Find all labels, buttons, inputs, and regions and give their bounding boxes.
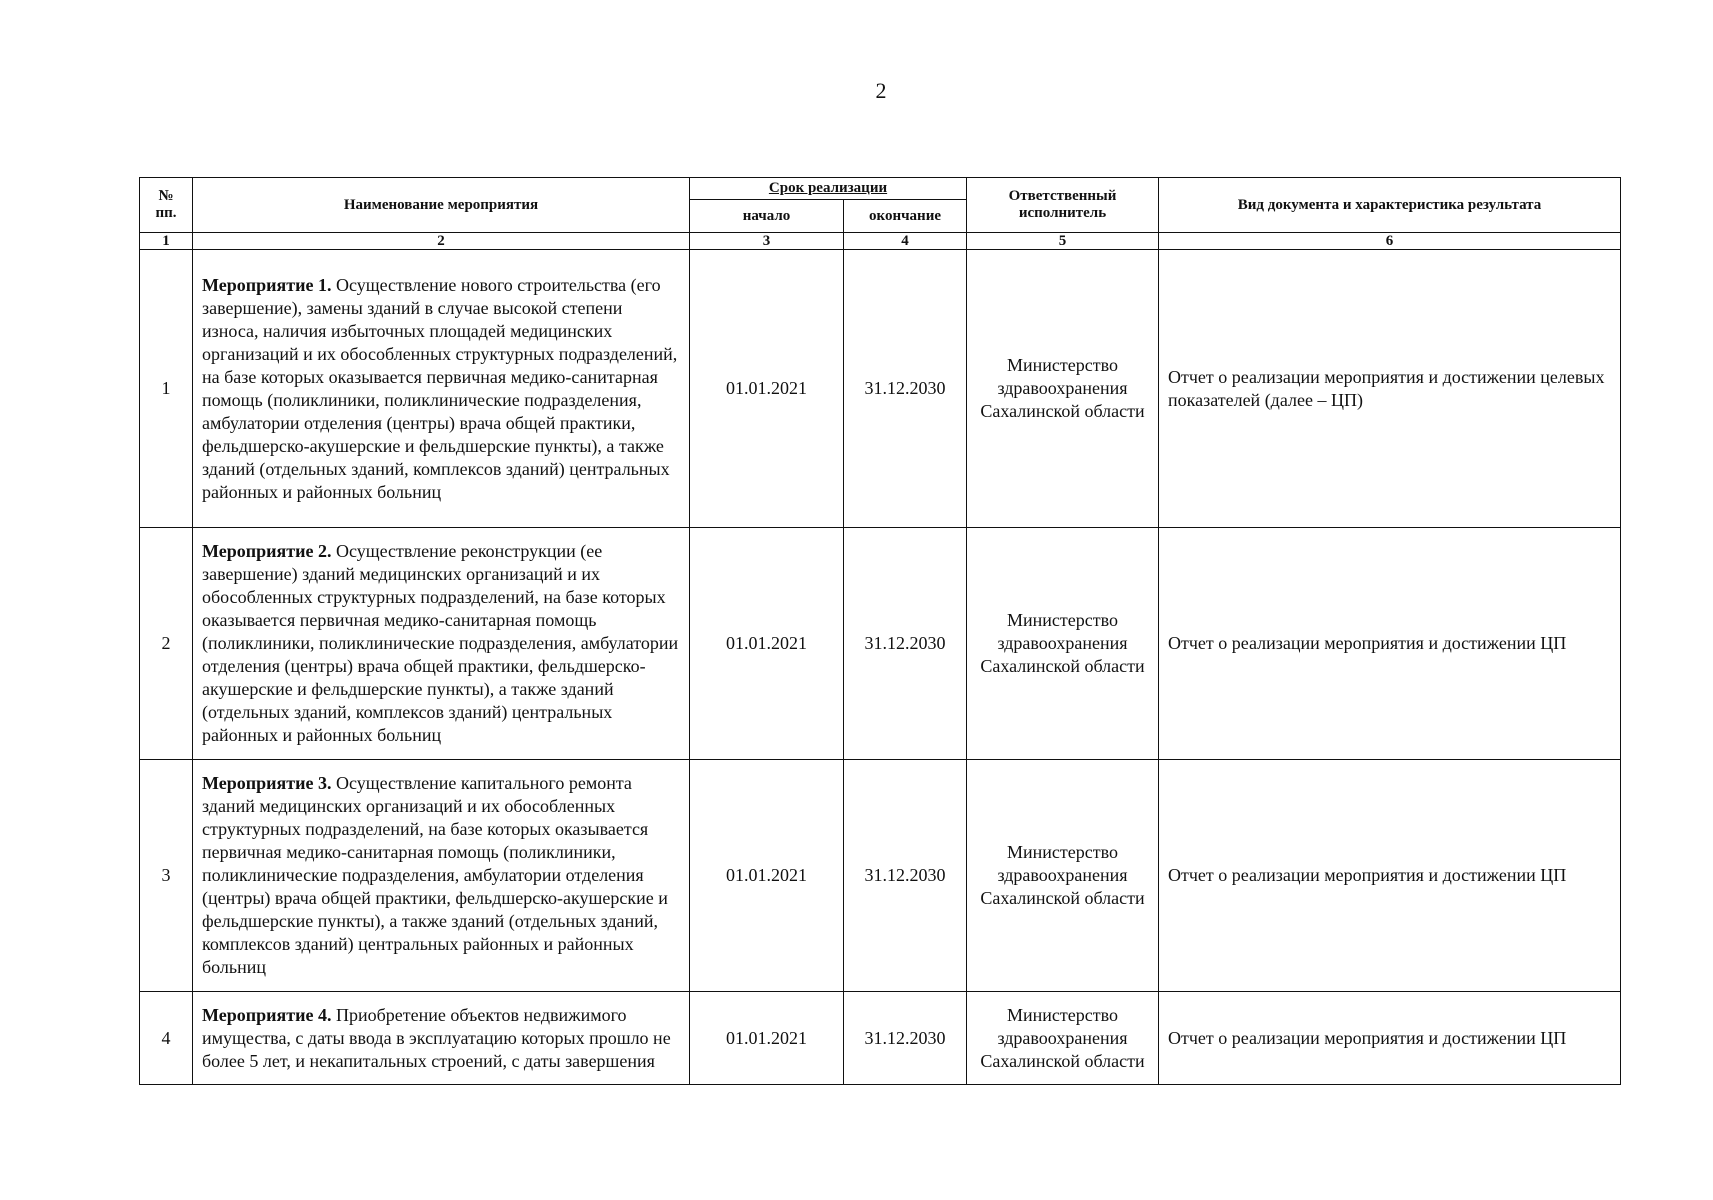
measure-text: Приобретение объектов недвижимого имущества, с даты ввода в эксплуатацию которых прошло не более 5 лет, и некапитальных строений, с даты завершения [202, 1004, 671, 1071]
measure-name [193, 760, 690, 992]
header-row [140, 178, 1621, 200]
column-number: 1 [140, 233, 193, 250]
start-date: 01.01.2021 [690, 992, 844, 1085]
measure-text: Осуществление капитального ремонта зданий медицинских организаций и их обособленных структурных подразделений, на базе которых оказывается первичная медико-санитарная помощь (поликлиники, поликлинические подразделения, амбулатории отделения (центры) врача общей практики, фельдшерско-акушерские и фельдшерские пункты), а также зданий (отдельных зданий, комплексов зданий) центральных районных и районных больниц [202, 773, 668, 977]
end-date: 31.12.2030 [844, 992, 967, 1085]
start-date: 01.01.2021 [690, 250, 844, 528]
header-period: Срок реализации [690, 178, 967, 200]
column-number: 4 [844, 233, 967, 250]
activities-table [139, 177, 1621, 1085]
row-number: 3 [140, 760, 193, 992]
column-number: 3 [690, 233, 844, 250]
table-row [140, 528, 1621, 760]
start-date: 01.01.2021 [690, 528, 844, 760]
header-start: начало [690, 200, 844, 233]
header-num: № пп. [140, 178, 193, 233]
start-date: 01.01.2021 [690, 760, 844, 992]
header-name: Наименование мероприятия [193, 178, 690, 233]
header-end: окончание [844, 200, 967, 233]
measure-label: Мероприятие 1. [202, 274, 332, 295]
result-document: Отчет о реализации мероприятия и достижении ЦП [1159, 760, 1621, 992]
result-document: Отчет о реализации мероприятия и достижении целевых показателей (далее – ЦП) [1159, 250, 1621, 528]
measure-name [193, 992, 690, 1085]
row-number: 2 [140, 528, 193, 760]
executor: Министерство здравоохранения Сахалинской области [967, 528, 1159, 760]
executor: Министерство здравоохранения Сахалинской области [967, 760, 1159, 992]
end-date: 31.12.2030 [844, 250, 967, 528]
column-number: 5 [967, 233, 1159, 250]
executor: Министерство здравоохранения Сахалинской области [967, 992, 1159, 1085]
measure-label: Мероприятие 2. [202, 541, 332, 561]
column-number: 2 [193, 233, 690, 250]
measure-name [193, 250, 690, 528]
table-row [140, 992, 1621, 1085]
end-date: 31.12.2030 [844, 528, 967, 760]
column-number-row [140, 233, 1621, 250]
row-number: 4 [140, 992, 193, 1085]
result-document: Отчет о реализации мероприятия и достижении ЦП [1159, 992, 1621, 1085]
measure-text: Осуществление нового строительства (его завершение), замены зданий в случае высокой степени износа, наличия избыточных площадей медицинских организаций и их обособленных структурных подразделений, на базе которых оказывается первичная медико-санитарная помощь (поликлиники, поликлинические подразделения, амбулатории отделения (центры) врача общей практики, фельдшерско-акушерские и фельдшерские пункты), а также зданий (отдельных зданий, комплексов зданий) центральных районных и районных больниц [202, 274, 678, 502]
header-doc: Вид документа и характеристика результата [1159, 178, 1621, 233]
executor: Министерство здравоохранения Сахалинской области [967, 250, 1159, 528]
row-number: 1 [140, 250, 193, 528]
end-date: 31.12.2030 [844, 760, 967, 992]
page-number: 2 [875, 78, 887, 103]
table-row [140, 760, 1621, 992]
measure-name [193, 528, 690, 760]
table-row [140, 250, 1621, 528]
column-number: 6 [1159, 233, 1621, 250]
measure-text: Осуществление реконструкции (ее завершение) зданий медицинских организаций и их обособленных структурных подразделений, на базе которых оказывается первичная медико-санитарная помощь (поликлиники, поликлинические подразделения, амбулатории отделения (центры) врача общей практики, фельдшерско-акушерские и фельдшерские пункты), а также зданий (отдельных зданий, комплексов зданий) центральных районных и районных больниц [202, 541, 679, 745]
measure-label: Мероприятие 4. [202, 1004, 332, 1025]
result-document: Отчет о реализации мероприятия и достижении ЦП [1159, 528, 1621, 760]
header-executor: Ответственный исполнитель [967, 178, 1159, 233]
measure-label: Мероприятие 3. [202, 773, 332, 793]
